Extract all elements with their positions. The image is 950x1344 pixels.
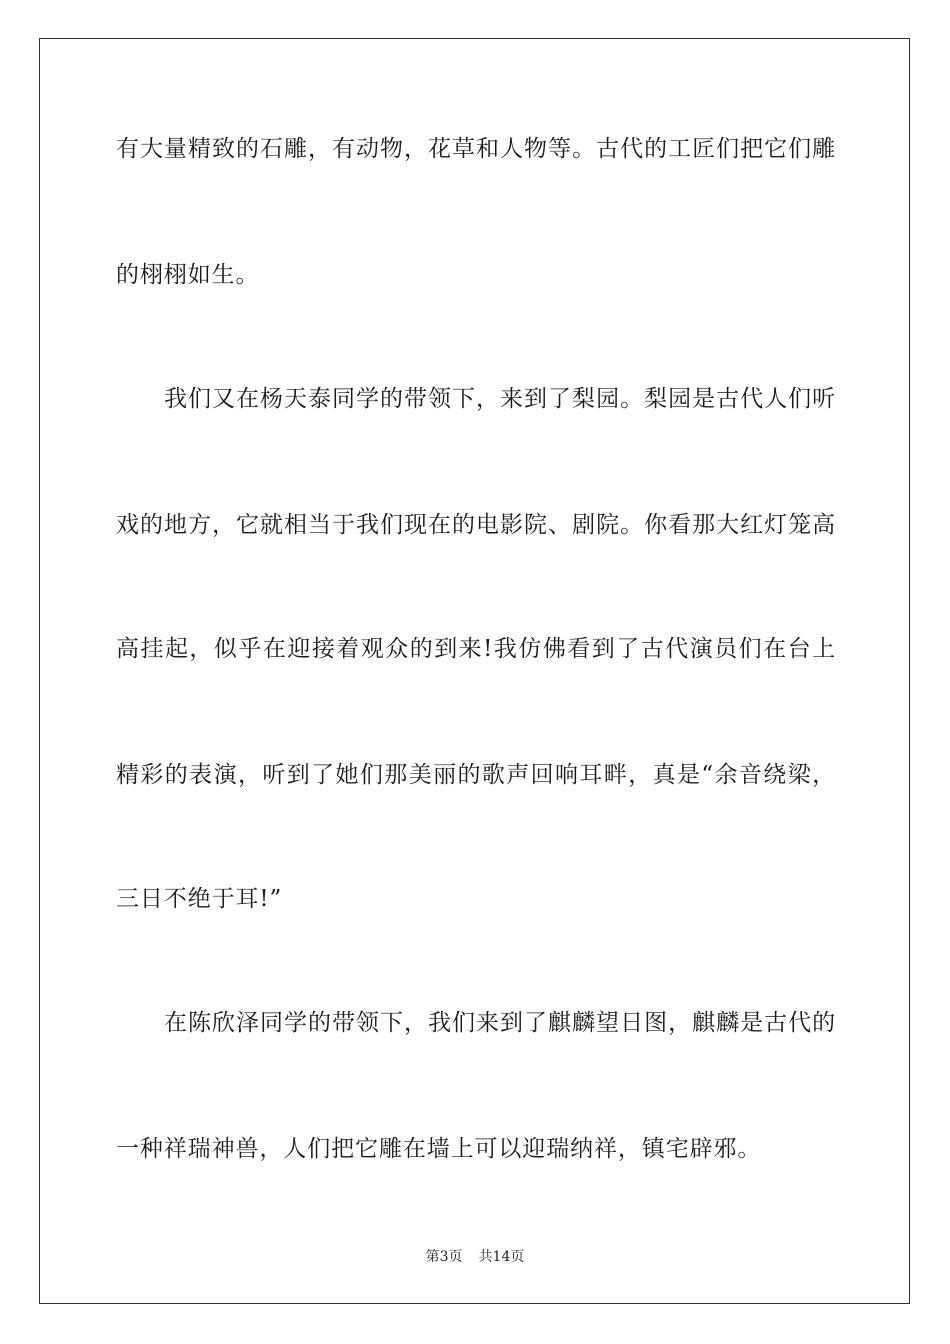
paragraph-line: 一种祥瑞神兽，人们把它雕在墙上可以迎瑞纳祥，镇宅辟邪。 — [116, 1136, 762, 1162]
page-border — [39, 38, 910, 1304]
paragraph-line: 精彩的表演，听到了她们那美丽的歌声回响耳畔，真是“余音绕梁， — [116, 762, 836, 788]
page-total: 共14页 — [478, 1249, 525, 1265]
paragraph-line: 高挂起，似乎在迎接着观众的到来!我仿佛看到了古代演员们在台上 — [116, 636, 836, 662]
paragraph-line: 戏的地方，它就相当于我们现在的电影院、剧院。你看那大红灯笼高 — [116, 512, 836, 538]
page-number: 第3页 — [425, 1249, 463, 1265]
page-footer — [0, 1248, 950, 1266]
paragraph-line: 的栩栩如生。 — [116, 262, 260, 288]
paragraph-line: 在陈欣泽同学的带领下，我们来到了麒麟望日图，麒麟是古代的 — [164, 1010, 836, 1036]
paragraph-line: 有大量精致的石雕，有动物，花草和人物等。古代的工匠们把它们雕 — [116, 136, 836, 162]
paragraph-line: 三日不绝于耳!” — [116, 886, 283, 912]
paragraph-line: 我们又在杨天泰同学的带领下，来到了梨园。梨园是古代人们听 — [164, 386, 836, 412]
